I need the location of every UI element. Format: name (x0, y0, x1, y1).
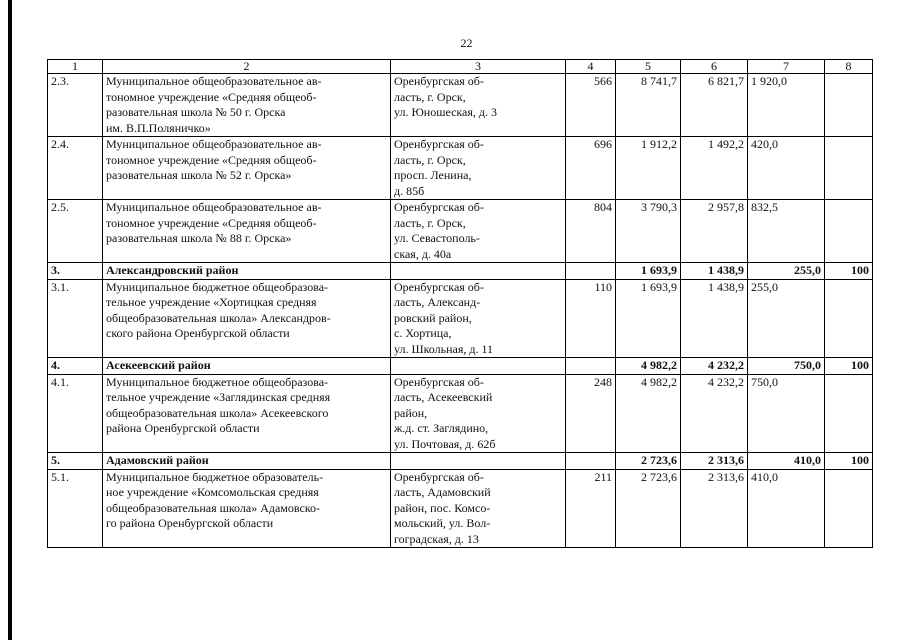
table-row (48, 374, 873, 453)
district-row (48, 263, 873, 280)
cell-col4: 566 (566, 74, 616, 137)
district-row (48, 358, 873, 375)
cell-col8 (825, 137, 873, 200)
cell-col5: 2 723,6 (616, 453, 681, 470)
cell-col4 (566, 358, 616, 375)
cell-col5: 4 982,2 (616, 374, 681, 453)
institution-address (391, 263, 566, 280)
header-cell: 1 (48, 60, 103, 74)
row-number: 4.1. (48, 374, 103, 453)
institution-name: Муниципальное общеобразовательное ав- тономное учреждение «Средняя общеоб- разовательная школа № 52 г. Орска» (103, 137, 391, 200)
institution-address: Оренбургская об- ласть, Адамовский район, пос. Комсо- мольский, ул. Вол- гоградская, д. 13 (391, 469, 566, 548)
cell-col5: 1 693,9 (616, 263, 681, 280)
cell-col4: 211 (566, 469, 616, 548)
header-cell: 8 (825, 60, 873, 74)
header-cell: 2 (103, 60, 391, 74)
cell-col6: 1 438,9 (681, 279, 748, 358)
district-name: Александровский район (103, 263, 391, 280)
page-number: 22 (460, 36, 473, 50)
institution-name: Муниципальное общеобразовательное ав- тономное учреждение «Средняя общеоб- разовательная школа № 88 г. Орска» (103, 200, 391, 263)
cell-col6: 2 313,6 (681, 453, 748, 470)
cell-col7: 255,0 (748, 263, 825, 280)
cell-col4 (566, 453, 616, 470)
table-header-row (48, 60, 873, 74)
cell-col6: 6 821,7 (681, 74, 748, 137)
district-row (48, 453, 873, 470)
header-cell: 5 (616, 60, 681, 74)
cell-col5: 2 723,6 (616, 469, 681, 548)
table-row (48, 74, 873, 137)
cell-col7: 750,0 (748, 358, 825, 375)
row-number: 3.1. (48, 279, 103, 358)
row-number: 2.4. (48, 137, 103, 200)
institution-address (391, 453, 566, 470)
cell-col5: 1 693,9 (616, 279, 681, 358)
schools-table (47, 59, 873, 548)
cell-col6: 2 313,6 (681, 469, 748, 548)
table-row (48, 469, 873, 548)
cell-col7: 255,0 (748, 279, 825, 358)
row-number: 3. (48, 263, 103, 280)
district-name: Асекеевский район (103, 358, 391, 375)
cell-col4 (566, 263, 616, 280)
institution-name: Муниципальное общеобразовательное ав- тономное учреждение «Средняя общеоб- разовательная школа № 50 г. Орска им. В.П.Поляничко» (103, 74, 391, 137)
institution-address: Оренбургская об- ласть, Асекеевский район, ж.д. ст. Заглядино, ул. Почтовая, д. 62б (391, 374, 566, 453)
cell-col4: 696 (566, 137, 616, 200)
district-name: Адамовский район (103, 453, 391, 470)
cell-col7: 750,0 (748, 374, 825, 453)
cell-col7: 1 920,0 (748, 74, 825, 137)
cell-col7: 410,0 (748, 453, 825, 470)
table-row (48, 279, 873, 358)
cell-col7: 832,5 (748, 200, 825, 263)
table-row (48, 137, 873, 200)
header-cell: 3 (391, 60, 566, 74)
cell-col7: 410,0 (748, 469, 825, 548)
table-row (48, 200, 873, 263)
header-cell: 4 (566, 60, 616, 74)
cell-col8: 100 (825, 263, 873, 280)
cell-col5: 3 790,3 (616, 200, 681, 263)
row-number: 5. (48, 453, 103, 470)
cell-col5: 4 982,2 (616, 358, 681, 375)
row-number: 2.5. (48, 200, 103, 263)
cell-col8 (825, 469, 873, 548)
cell-col6: 4 232,2 (681, 358, 748, 375)
row-number: 4. (48, 358, 103, 375)
cell-col8 (825, 279, 873, 358)
institution-address (391, 358, 566, 375)
institution-address: Оренбургская об- ласть, Александ- ровский район, с. Хортица, ул. Школьная, д. 11 (391, 279, 566, 358)
cell-col5: 8 741,7 (616, 74, 681, 137)
cell-col6: 2 957,8 (681, 200, 748, 263)
cell-col4: 248 (566, 374, 616, 453)
cell-col8 (825, 74, 873, 137)
cell-col8 (825, 200, 873, 263)
header-cell: 6 (681, 60, 748, 74)
cell-col7: 420,0 (748, 137, 825, 200)
cell-col8: 100 (825, 358, 873, 375)
cell-col5: 1 912,2 (616, 137, 681, 200)
row-number: 2.3. (48, 74, 103, 137)
institution-address: Оренбургская об- ласть, г. Орск, ул. Севастополь- ская, д. 40а (391, 200, 566, 263)
header-cell: 7 (748, 60, 825, 74)
cell-col6: 1 492,2 (681, 137, 748, 200)
institution-name: Муниципальное бюджетное общеобразова- тельное учреждение «Заглядинская средняя общеобразовательная школа» Асекеевского района Оренбургской области (103, 374, 391, 453)
cell-col6: 4 232,2 (681, 374, 748, 453)
cell-col4: 804 (566, 200, 616, 263)
cell-col4: 110 (566, 279, 616, 358)
institution-name: Муниципальное бюджетное образователь- ное учреждение «Комсомольская средняя общеобразовательная школа» Адамовско- го района Оренбургской области (103, 469, 391, 548)
cell-col8 (825, 374, 873, 453)
institution-address: Оренбургская об- ласть, г. Орск, ул. Юношеская, д. 3 (391, 74, 566, 137)
cell-col8: 100 (825, 453, 873, 470)
page-left-edge-bar (8, 0, 12, 640)
institution-name: Муниципальное бюджетное общеобразова- тельное учреждение «Хортицкая средняя общеобразовательная школа» Александров- ского района Оренбургской области (103, 279, 391, 358)
institution-address: Оренбургская об- ласть, г. Орск, просп. Ленина, д. 85б (391, 137, 566, 200)
row-number: 5.1. (48, 469, 103, 548)
cell-col6: 1 438,9 (681, 263, 748, 280)
